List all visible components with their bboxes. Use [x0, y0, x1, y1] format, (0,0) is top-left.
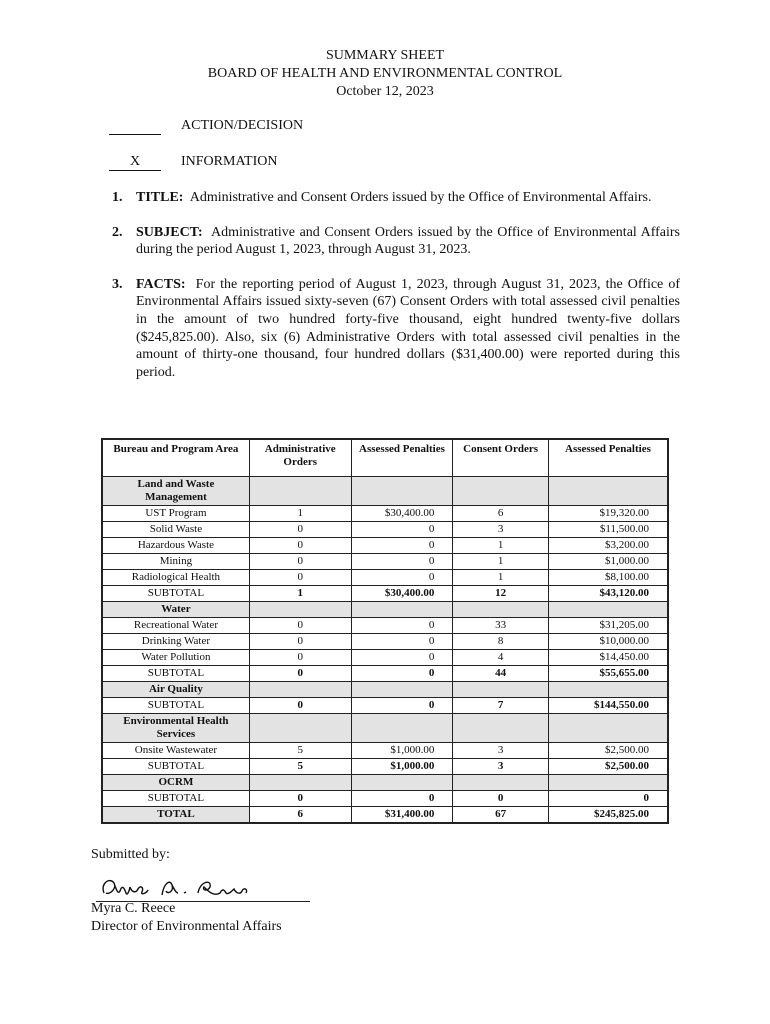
column-header-bureau: Bureau and Program Area [102, 439, 249, 477]
cell-bureau: Environmental Health Services [102, 714, 249, 743]
cell-admin-penalties: 0 [351, 634, 453, 650]
cell-consent-penalties: $1,000.00 [548, 554, 668, 570]
action-decision-label: ACTION/DECISION [181, 118, 304, 133]
cell-admin-penalties: 0 [351, 650, 453, 666]
column-header-consent-penalties: Assessed Penalties [548, 439, 668, 477]
cell-bureau: Water [102, 602, 249, 618]
table-row [102, 554, 668, 570]
header-title: SUMMARY SHEET [325, 48, 445, 63]
cell-bureau: Land and Waste Management [102, 477, 249, 506]
cell-admin-orders [249, 682, 351, 698]
cell-bureau: Solid Waste [102, 522, 249, 538]
cell-consent-penalties: $19,320.00 [548, 506, 668, 522]
cell-consent-orders [453, 682, 549, 698]
table-row [102, 538, 668, 554]
cell-consent-penalties [548, 775, 668, 791]
cell-consent-orders: 3 [453, 743, 549, 759]
summary-item-subject [112, 224, 680, 259]
cell-admin-penalties [351, 714, 453, 743]
cell-bureau: TOTAL [102, 807, 249, 824]
information-label: INFORMATION [181, 154, 278, 169]
cell-consent-penalties: $55,655.00 [548, 666, 668, 682]
cell-consent-penalties [548, 602, 668, 618]
cell-admin-orders [249, 602, 351, 618]
cell-consent-penalties: 0 [548, 791, 668, 807]
cell-admin-orders: 0 [249, 650, 351, 666]
cell-consent-penalties: $14,450.00 [548, 650, 668, 666]
table-total-row [102, 807, 668, 824]
table-body [102, 477, 668, 824]
cell-consent-orders [453, 602, 549, 618]
table-row [102, 743, 668, 759]
cell-consent-orders: 67 [453, 807, 549, 824]
cell-admin-orders: 0 [249, 698, 351, 714]
cell-admin-penalties: $1,000.00 [351, 743, 453, 759]
cell-admin-orders: 0 [249, 570, 351, 586]
cell-bureau: SUBTOTAL [102, 666, 249, 682]
column-header-consent-orders: Consent Orders [453, 439, 549, 477]
cell-consent-orders: 6 [453, 506, 549, 522]
cell-bureau: Onsite Wastewater [102, 743, 249, 759]
cell-bureau: SUBTOTAL [102, 586, 249, 602]
cell-admin-penalties: 0 [351, 666, 453, 682]
table-subtotal-row [102, 698, 668, 714]
summary-item-facts [112, 276, 680, 382]
cell-admin-orders: 1 [249, 586, 351, 602]
cell-consent-orders: 3 [453, 522, 549, 538]
table-section-row [102, 602, 668, 618]
cell-admin-orders [249, 714, 351, 743]
cell-admin-penalties: $1,000.00 [351, 759, 453, 775]
cell-consent-penalties [548, 682, 668, 698]
cell-consent-penalties: $8,100.00 [548, 570, 668, 586]
cell-consent-orders: 7 [453, 698, 549, 714]
cell-consent-orders: 0 [453, 791, 549, 807]
cell-bureau: SUBTOTAL [102, 698, 249, 714]
cell-admin-penalties: $31,400.00 [351, 807, 453, 824]
header-board-name: BOARD OF HEALTH AND ENVIRONMENTAL CONTROL [207, 66, 563, 81]
cell-consent-orders: 44 [453, 666, 549, 682]
cell-consent-orders: 12 [453, 586, 549, 602]
cell-admin-penalties [351, 682, 453, 698]
table-header-row [102, 439, 668, 477]
cell-admin-orders: 0 [249, 618, 351, 634]
cell-admin-orders [249, 477, 351, 506]
cell-admin-penalties: 0 [351, 791, 453, 807]
cell-admin-penalties: 0 [351, 554, 453, 570]
table-row [102, 506, 668, 522]
cell-consent-orders [453, 714, 549, 743]
cell-consent-penalties: $245,825.00 [548, 807, 668, 824]
cell-bureau: OCRM [102, 775, 249, 791]
cell-consent-orders: 8 [453, 634, 549, 650]
cell-admin-orders: 0 [249, 634, 351, 650]
item-heading: SUBJECT: [136, 224, 203, 240]
table-row [102, 650, 668, 666]
cell-bureau: SUBTOTAL [102, 791, 249, 807]
cell-consent-penalties: $31,205.00 [548, 618, 668, 634]
cell-consent-orders [453, 477, 549, 506]
item-text: Administrative and Consent Orders issued by the Office of Environmental Affairs during the period August 1, 2023, through August 31, 2023. [136, 224, 680, 258]
cell-bureau: Recreational Water [102, 618, 249, 634]
cell-admin-orders [249, 775, 351, 791]
cell-bureau: Water Pollution [102, 650, 249, 666]
item-heading: TITLE: [136, 190, 184, 205]
column-header-admin-penalties: Assessed Penalties [351, 439, 453, 477]
action-decision-mark [109, 118, 161, 135]
document-header [0, 47, 770, 101]
item-heading: FACTS: [136, 276, 186, 292]
cell-consent-penalties: $3,200.00 [548, 538, 668, 554]
item-number: 2. [112, 224, 123, 240]
table-subtotal-row [102, 666, 668, 682]
submitted-by-label: Submitted by: [91, 847, 170, 862]
table-subtotal-row [102, 759, 668, 775]
item-text: Administrative and Consent Orders issued by the Office of Environmental Affairs. [189, 190, 652, 205]
item-number: 1. [112, 190, 123, 205]
summary-item-title [112, 189, 680, 207]
cell-admin-penalties: 0 [351, 570, 453, 586]
cell-admin-orders: 0 [249, 538, 351, 554]
action-decision-row [109, 118, 304, 135]
cell-admin-penalties: $30,400.00 [351, 506, 453, 522]
orders-summary-table [101, 438, 669, 824]
cell-consent-penalties: $10,000.00 [548, 634, 668, 650]
table-section-row [102, 714, 668, 743]
cell-bureau: Mining [102, 554, 249, 570]
cell-admin-penalties: 0 [351, 538, 453, 554]
item-text: For the reporting period of August 1, 2023, through August 31, 2023, the Office of Environmental Affairs issued sixty-seven (67) Consent Orders with total assessed civil penalties in the amount of two hundred forty-five thousand, eight hundred twenty-five dollars ($245,825.00). Also, six (6) Administrative Orders with total assessed civil penalties in the amount of thirty-one thousand, four hundred dollars ($31,400.00) were reported during this period. [136, 276, 680, 380]
table-section-row [102, 775, 668, 791]
cell-admin-orders: 6 [249, 807, 351, 824]
cell-admin-penalties: 0 [351, 522, 453, 538]
signer-name: Myra C. Reece [91, 901, 176, 916]
cell-consent-penalties: $43,120.00 [548, 586, 668, 602]
cell-admin-penalties [351, 775, 453, 791]
signer-block [91, 900, 282, 936]
cell-admin-penalties: 0 [351, 698, 453, 714]
signer-title: Director of Environmental Affairs [91, 919, 282, 934]
cell-consent-orders: 3 [453, 759, 549, 775]
cell-consent-penalties: $2,500.00 [548, 743, 668, 759]
table-subtotal-row [102, 586, 668, 602]
cell-admin-orders: 0 [249, 554, 351, 570]
table-row [102, 634, 668, 650]
cell-admin-orders: 0 [249, 522, 351, 538]
cell-admin-orders: 0 [249, 791, 351, 807]
cell-consent-orders: 4 [453, 650, 549, 666]
cell-bureau: Drinking Water [102, 634, 249, 650]
column-header-admin-orders: Administrative Orders [249, 439, 351, 477]
cell-consent-penalties: $11,500.00 [548, 522, 668, 538]
cell-admin-orders: 5 [249, 743, 351, 759]
cell-admin-penalties [351, 477, 453, 506]
cell-bureau: SUBTOTAL [102, 759, 249, 775]
table-subtotal-row [102, 791, 668, 807]
summary-items-list [112, 189, 680, 398]
item-number: 3. [112, 276, 123, 292]
cell-admin-orders: 5 [249, 759, 351, 775]
cell-consent-orders: 1 [453, 570, 549, 586]
cell-bureau: Hazardous Waste [102, 538, 249, 554]
signature-image [96, 873, 310, 901]
cell-admin-orders: 1 [249, 506, 351, 522]
cell-admin-penalties [351, 602, 453, 618]
table-section-row [102, 682, 668, 698]
cell-consent-orders: 33 [453, 618, 549, 634]
header-date: October 12, 2023 [336, 84, 434, 99]
table-row [102, 570, 668, 586]
cell-bureau: Radiological Health [102, 570, 249, 586]
cell-consent-orders: 1 [453, 554, 549, 570]
cell-admin-penalties: $30,400.00 [351, 586, 453, 602]
table-section-row [102, 477, 668, 506]
cell-consent-penalties: $2,500.00 [548, 759, 668, 775]
cell-bureau: UST Program [102, 506, 249, 522]
cell-consent-penalties [548, 477, 668, 506]
information-mark: X [109, 154, 161, 171]
cell-consent-orders: 1 [453, 538, 549, 554]
cell-consent-penalties: $144,550.00 [548, 698, 668, 714]
cell-admin-penalties: 0 [351, 618, 453, 634]
information-row [109, 154, 278, 171]
table-row [102, 522, 668, 538]
cell-bureau: Air Quality [102, 682, 249, 698]
signature-line [96, 873, 310, 902]
cell-consent-orders [453, 775, 549, 791]
cell-consent-penalties [548, 714, 668, 743]
table-row [102, 618, 668, 634]
cell-admin-orders: 0 [249, 666, 351, 682]
